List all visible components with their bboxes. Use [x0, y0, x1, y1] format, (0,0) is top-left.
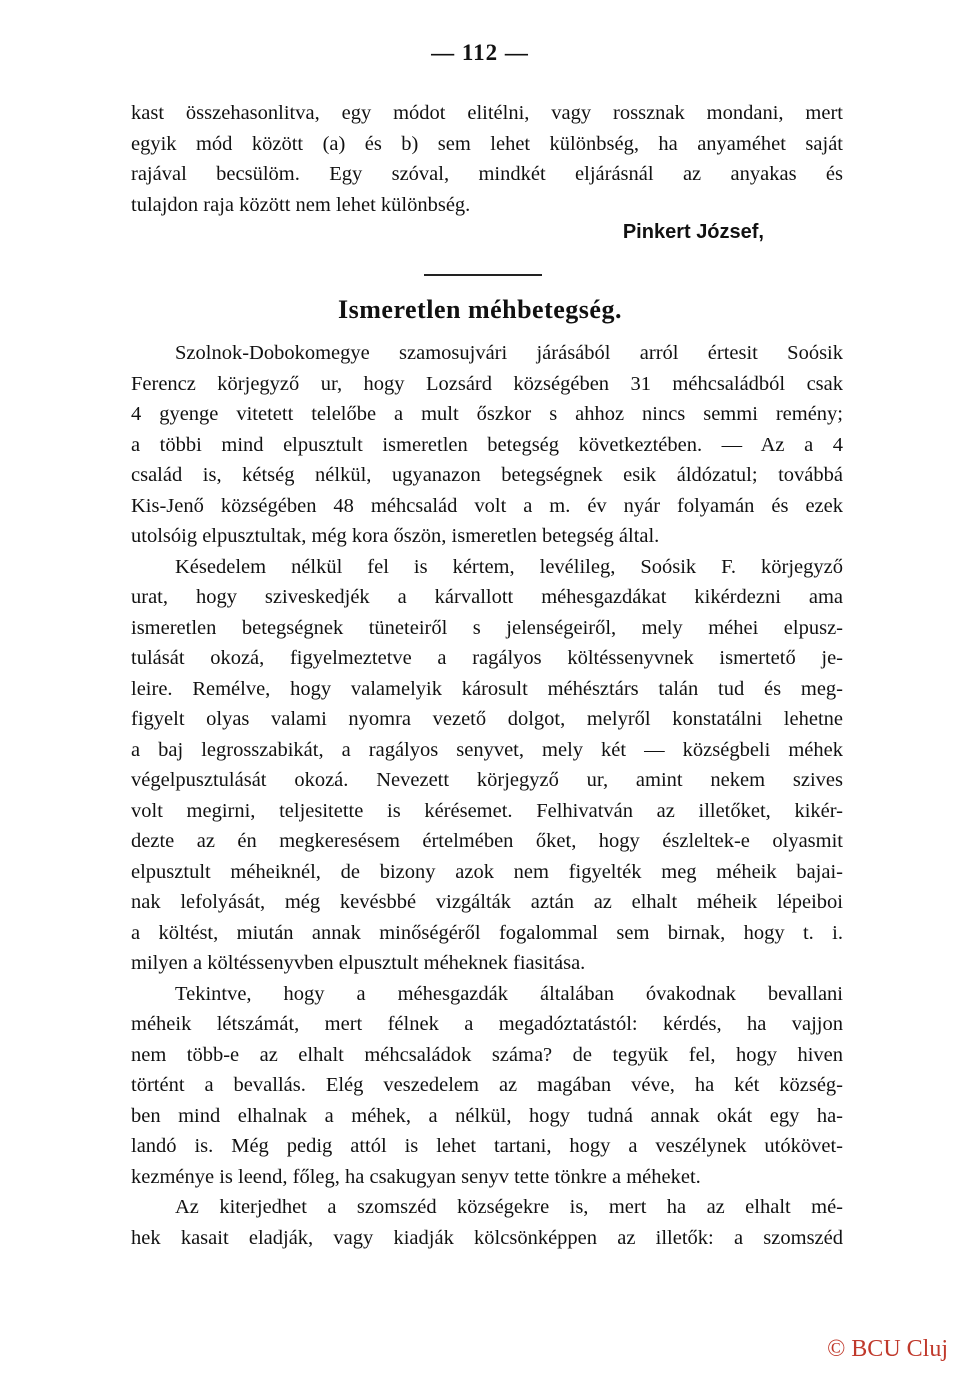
text-line: a baj legrosszabikát, a ragályos senyvet, mely két — községbeli méhek [131, 738, 843, 761]
text-line: nem több-e az elhalt méhcsaládok száma? de tegyük fel, hogy hiven [131, 1043, 843, 1066]
section-title: Ismeretlen méhbetegség. [338, 295, 622, 324]
text-line: leire. Remélve, hogy valamelyik károsult méhésztárs talán tud és meg- [131, 677, 843, 700]
library-watermark: © BCU Cluj [827, 1336, 948, 1362]
text-line: rajával becsülöm. Egy szóval, mindkét eljárásnál az anyakas és [131, 163, 843, 185]
section-divider [424, 274, 542, 276]
page-number: — 112 — [431, 40, 529, 65]
text-line: Az kiterjedhet a szomszéd községekre is, mert ha az elhalt mé- [175, 1196, 843, 1218]
text-line: végelpusztulását okozá. Nevezett körjegyző ur, amint nekem szives [131, 769, 843, 791]
text-line: elpusztult méheiknél, de bizony azok nem figyelték meg méheik bajai- [131, 860, 843, 883]
author-signature: Pinkert József, [622, 221, 764, 243]
text-line: Ferencz körjegyző ur, hogy Lozsárd községében 31 méhcsaládból csak [131, 372, 843, 395]
text-line: hek kasait eladják, vagy kiadják kölcsönképpen az illetők: a szomszéd [131, 1226, 843, 1249]
text-line: dezte az én megkeresésem értelmében őket, hogy észleltek-e olyasmit [131, 830, 843, 852]
text-line: volt megirni, teljesitette is kérésemet. Felhivatván az illetőket, kikér- [131, 799, 843, 822]
text-line: egyik mód között (a) és b) sem lehet különbség, ha anyaméhet saját [131, 132, 843, 155]
text-line: ben mind elhalnak a méhek, a nélkül, hogy tudná annak okát egy ha- [131, 1104, 843, 1127]
text-line: kezménye is leend, főleg, ha csakugyan senyv tette tönkre a méheket. [131, 1165, 701, 1188]
text-line: tulását okozá, figyelmeztetve a ragályos költéssenyvnek ismertető je- [131, 647, 843, 669]
text-line: nak lefolyását, még kevésbbé vizgálták aztán az elhalt méheik lépeiboi [131, 891, 843, 913]
text-line: történt a bevallás. Elég veszedelem az magában véve, ha két község- [131, 1074, 843, 1096]
text-line: 4 gyenge vitetett telelőbe a mult őszkor s ahhoz nincs semmi remény; [131, 403, 843, 425]
text-line: a többi mind elpusztult ismeretlen betegség következtében. — Az a 4 [131, 433, 843, 456]
text-line: urat, hogy sziveskedjék a kárvallott méhesgazdákat kikérdezni ama [131, 586, 843, 608]
text-line: ismeretlen betegségnek tüneteiről s jelenségeiről, mely méhei elpusz- [131, 616, 843, 639]
text-line: figyelt olyas valami nyomra vezető dolgot, melyről konstatálni lehetne [131, 708, 843, 730]
text-line: Kis-Jenő községében 48 méhcsalád volt a m. év nyár folyamán és ezek [131, 494, 843, 517]
intro-text [131, 98, 843, 220]
text-line: kast összehasonlitva, egy módot elitélni, vagy rossznak mondani, mert [131, 102, 843, 124]
text-line: tulajdon raja között nem lehet különbség. [131, 193, 471, 216]
text-line: Szolnok-Dobokomegye szamosujvári járásából arról értesit Soósik [175, 342, 843, 364]
text-line: a költést, miután annak minőségéről fogalommal sem birnak, hogy t. i. [131, 921, 843, 944]
text-line: Késedelem nélkül fel is kértem, levélileg, Soósik F. körjegyző [175, 555, 843, 578]
text-line: család is, kétség nélkül, ugyanazon betegségnek esik áldózatul; továbbá [131, 464, 843, 486]
text-line: landó is. Még pedig attól is lehet tartani, hogy a veszélynek utókövet- [131, 1135, 843, 1157]
article-body [131, 338, 843, 1253]
text-line: utolsóig elpusztultak, még kora őszön, ismeretlen betegség által. [131, 525, 660, 547]
text-line: milyen a költéssenyvben elpusztult méheknek fiasitása. [131, 952, 586, 974]
text-line: méheik létszámát, mert félnek a megadóztatástól: kérdés, ha vajjon [131, 1013, 843, 1035]
text-line: Tekintve, hogy a méhesgazdák általában óvakodnak bevallani [175, 982, 843, 1005]
